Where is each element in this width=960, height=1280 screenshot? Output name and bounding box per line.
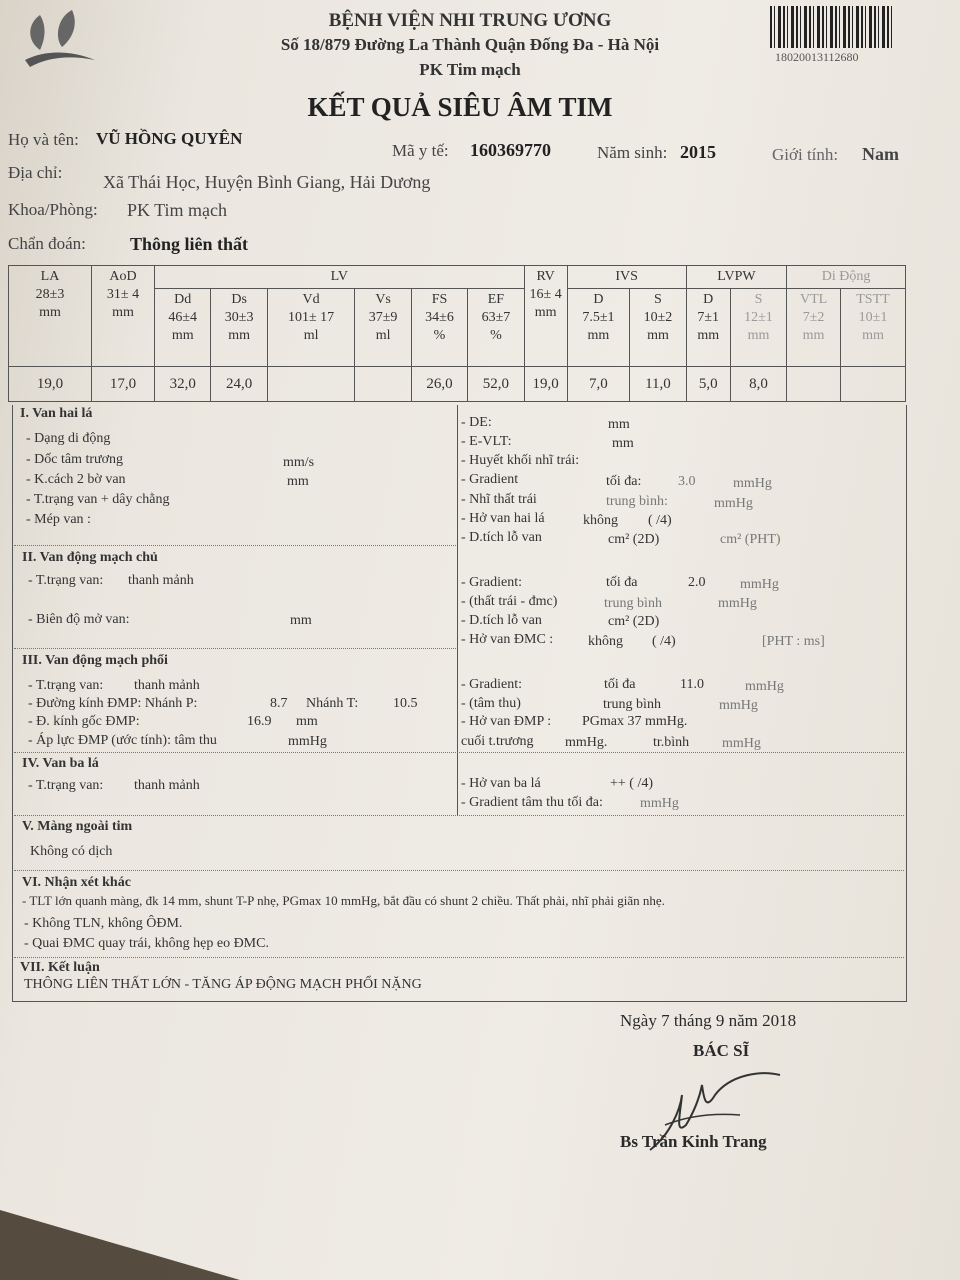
s2r-unit: mmHg [718,596,757,611]
s3r-item: - Gradient: [461,677,523,692]
col-tstt: TSTT 10±1 mm [840,289,905,367]
value-cell [355,367,411,402]
barcode [770,6,895,48]
s2r-scale: ( /4) [652,634,676,649]
s1-item: - Dạng di động [26,431,111,446]
value-cell [840,367,905,402]
patient-id: 160369770 [470,140,551,160]
value-cell: 24,0 [211,367,267,402]
s3r-value: PGmax 37 mmHg. [582,714,688,729]
s2-item: - Biên độ mở van: [28,612,130,627]
value-cell: 7,0 [567,367,630,402]
page-title: KẾT QUẢ SIÊU ÂM TIM [307,92,613,122]
divider [14,957,904,958]
group-di-dong: Di Động [787,266,906,289]
group-lv: LV [155,266,525,289]
value-cell: 19,0 [9,367,92,402]
s1r-unit: cm² (2D) [608,532,660,547]
s2r-item: - (thất trái - đmc) [461,594,558,609]
s1r-unit: mmHg [733,476,772,491]
col-fs: FS 34±6 % [411,289,467,367]
col-ivs-d: D 7.5±1 mm [567,289,630,367]
s2r-unit: cm² (2D) [608,614,660,629]
sex: Nam [862,144,899,164]
divider [14,648,456,649]
column-divider [457,405,458,815]
barcode-number: 18020013112680 [775,50,859,64]
col-vd: Vd 101± 17 ml [267,289,355,367]
group-lvpw: LVPW [686,266,787,289]
s3r-label: trung bình [603,697,661,712]
id-label: Mã y tế: [392,141,449,160]
s3-value: 10.5 [393,696,418,711]
s3-item: Nhánh T: [306,696,359,711]
s1r-value: 3.0 [678,474,696,489]
s4-value: thanh mảnh [134,778,200,793]
s4r-value: ++ ( /4) [610,776,654,791]
birth-year: 2015 [680,142,716,162]
s1-item: - Dốc tâm trương [26,452,124,467]
section-2-title: II. Van động mạch chủ [22,550,158,565]
col-ef: EF 63±7 % [468,289,524,367]
section-7-title: VII. Kết luận [20,960,100,975]
col-rv: RV 16± 4 mm [524,266,567,367]
s1r-unit: mmHg [714,496,753,511]
s1r-item: - Nhĩ thất trái [461,492,537,507]
s1r-item: - Gradient [461,472,519,487]
s3-unit: mmHg [288,734,327,749]
birth-label: Năm sinh: [597,143,668,162]
diagnosis-label: Chẩn đoán: [8,234,86,253]
group-ivs: IVS [567,266,686,289]
value-cell: 32,0 [155,367,211,402]
col-ds: Ds 30±3 mm [211,289,267,367]
value-cell: 26,0 [411,367,467,402]
s1r-item: - Hở van hai lá [461,511,545,526]
s3-item: - Đ. kính gốc ĐMP: [28,714,140,729]
s2-unit: mm [290,613,312,628]
s3r-item: cuối t.trương [461,734,534,749]
s1r-value: không [583,513,618,528]
col-vtl: VTL 7±2 mm [787,289,841,367]
col-lvpw-d: D 7±1 mm [686,289,730,367]
pericardium-text: Không có dịch [30,844,113,859]
hospital-logo-icon [10,5,105,75]
s1r-item: - DE: [461,415,492,430]
s1r-item: - E-VLT: [461,434,512,449]
background-shadow [0,1210,240,1280]
value-cell [267,367,355,402]
s3r-unit: mmHg [719,698,758,713]
s3r-label: tối đa [604,677,636,692]
value-cell: 8,0 [730,367,786,402]
s1r-label: tối đa: [606,474,642,489]
s1-item: - T.trạng van + dây chằng [26,492,170,507]
s3r-unit: mmHg. [565,735,608,750]
hospital-name: BỆNH VIỆN NHI TRUNG ƯƠNG [328,10,612,31]
conclusion-text: THÔNG LIÊN THẤT LỚN - TĂNG ÁP ĐỘNG MẠCH PHỔI NẶNG [24,977,422,992]
room: PK Tim mạch [127,200,228,220]
divider [14,545,456,546]
s3-value: 8.7 [270,696,288,711]
divider [14,870,904,871]
s3-item: - Áp lực ĐMP (ước tính): tâm thu [28,733,217,748]
diagnosis: Thông liên thất [130,234,249,254]
s3-item: - T.trạng van: [28,678,104,693]
s2r-value: 2.0 [688,575,706,590]
s3-item: - Đường kính ĐMP: Nhánh P: [28,696,198,711]
section-4-title: IV. Van ba lá [22,756,99,771]
s1r-unit: mm [608,417,630,432]
s3-unit: mm [296,714,318,729]
col-ivs-s: S 10±2 mm [630,289,686,367]
s1r-item: - D.tích lỗ van [461,530,542,545]
s2-item: - T.trạng van: [28,573,104,588]
s1r-item: - Huyết khối nhĩ trái: [461,453,580,468]
s2r-unit: mmHg [740,577,779,592]
comment-line: - TLT lớn quanh màng, đk 14 mm, shunt T-P nhẹ, PGmax 10 mmHg, bắt đầu có shunt 2 chiều. Thất phải, nhĩ phải giãn nhẹ. [22,893,665,908]
s2r-item: - Hở van ĐMC : [461,632,554,647]
s1r-unit: cm² (PHT) [720,532,781,547]
divider [14,752,904,753]
col-la: LA 28±3 mm [9,266,92,367]
s1r-label: trung bình: [606,494,668,509]
patient-name: VŨ HỒNG QUYÊN [96,129,243,148]
name-label: Họ và tên: [8,130,79,149]
value-cell: 5,0 [686,367,730,402]
value-cell [787,367,841,402]
sex-label: Giới tính: [772,145,839,164]
s1-item: - K.cách 2 bờ van [26,472,126,487]
doctor-role: BÁC SĨ [693,1041,750,1060]
s2r-value: không [588,634,623,649]
section-6-title: VI. Nhận xét khác [22,875,131,890]
s3-value: 16.9 [247,714,272,729]
report-date: Ngày 7 tháng 9 năm 2018 [620,1011,797,1030]
s3r-unit: mmHg [722,736,761,751]
s1-unit: mm/s [283,455,315,470]
value-cell: 17,0 [92,367,155,402]
col-lvpw-s: S 12±1 mm [730,289,786,367]
s1r-unit: mm [612,436,634,451]
comment-line: - Quai ĐMC quay trái, không hẹp eo ĐMC. [24,936,269,951]
s1-unit: mm [287,474,309,489]
s4-item: - T.trạng van: [28,778,104,793]
divider [14,815,904,816]
col-aod: AoD 31± 4 mm [92,266,155,367]
s3r-item: - Hở van ĐMP : [461,714,552,729]
s2r-label: tối đa [606,575,638,590]
values-row [9,367,906,402]
s4r-item: - Gradient tâm thu tối đa: [461,795,603,810]
hospital-address: Số 18/879 Đường La Thành Quận Đống Đa - Hà Nội [280,35,660,54]
value-cell: 52,0 [468,367,524,402]
s3r-item: - (tâm thu) [461,696,521,711]
section-3-title: III. Van động mạch phổi [22,653,168,668]
section-5-title: V. Màng ngoài tim [22,819,133,834]
patient-address: Xã Thái Học, Huyện Bình Giang, Hải Dương [103,172,431,192]
room-label: Khoa/Phòng: [8,200,98,219]
doctor-name: Bs Trần Kinh Trang [620,1132,767,1151]
col-dd: Dd 46±4 mm [155,289,211,367]
value-cell: 19,0 [524,367,567,402]
address-label: Địa chỉ: [8,163,63,182]
department-header: PK Tim mạch [419,60,521,79]
s1-item: - Mép van : [26,512,91,527]
comment-line: - Không TLN, không ÔĐM. [24,916,183,931]
measurement-table [8,265,906,402]
s1r-scale: ( /4) [648,513,672,528]
s2r-item: - Gradient: [461,575,523,590]
col-vs: Vs 37±9 ml [355,289,411,367]
value-cell: 11,0 [630,367,686,402]
s3-value: thanh mảnh [134,678,200,693]
s3r-label: tr.bình [653,735,690,750]
s3r-unit: mmHg [745,679,784,694]
s4r-item: - Hở van ba lá [461,776,541,791]
s2r-label: trung bình [604,596,662,611]
s2-value: thanh mảnh [128,573,194,588]
s4r-unit: mmHg [640,796,679,811]
s3r-value: 11.0 [680,677,704,692]
section-1-title: I. Van hai lá [20,406,93,421]
s2r-item: - D.tích lỗ van [461,613,542,628]
s2r-pht: [PHT : ms] [762,634,825,649]
